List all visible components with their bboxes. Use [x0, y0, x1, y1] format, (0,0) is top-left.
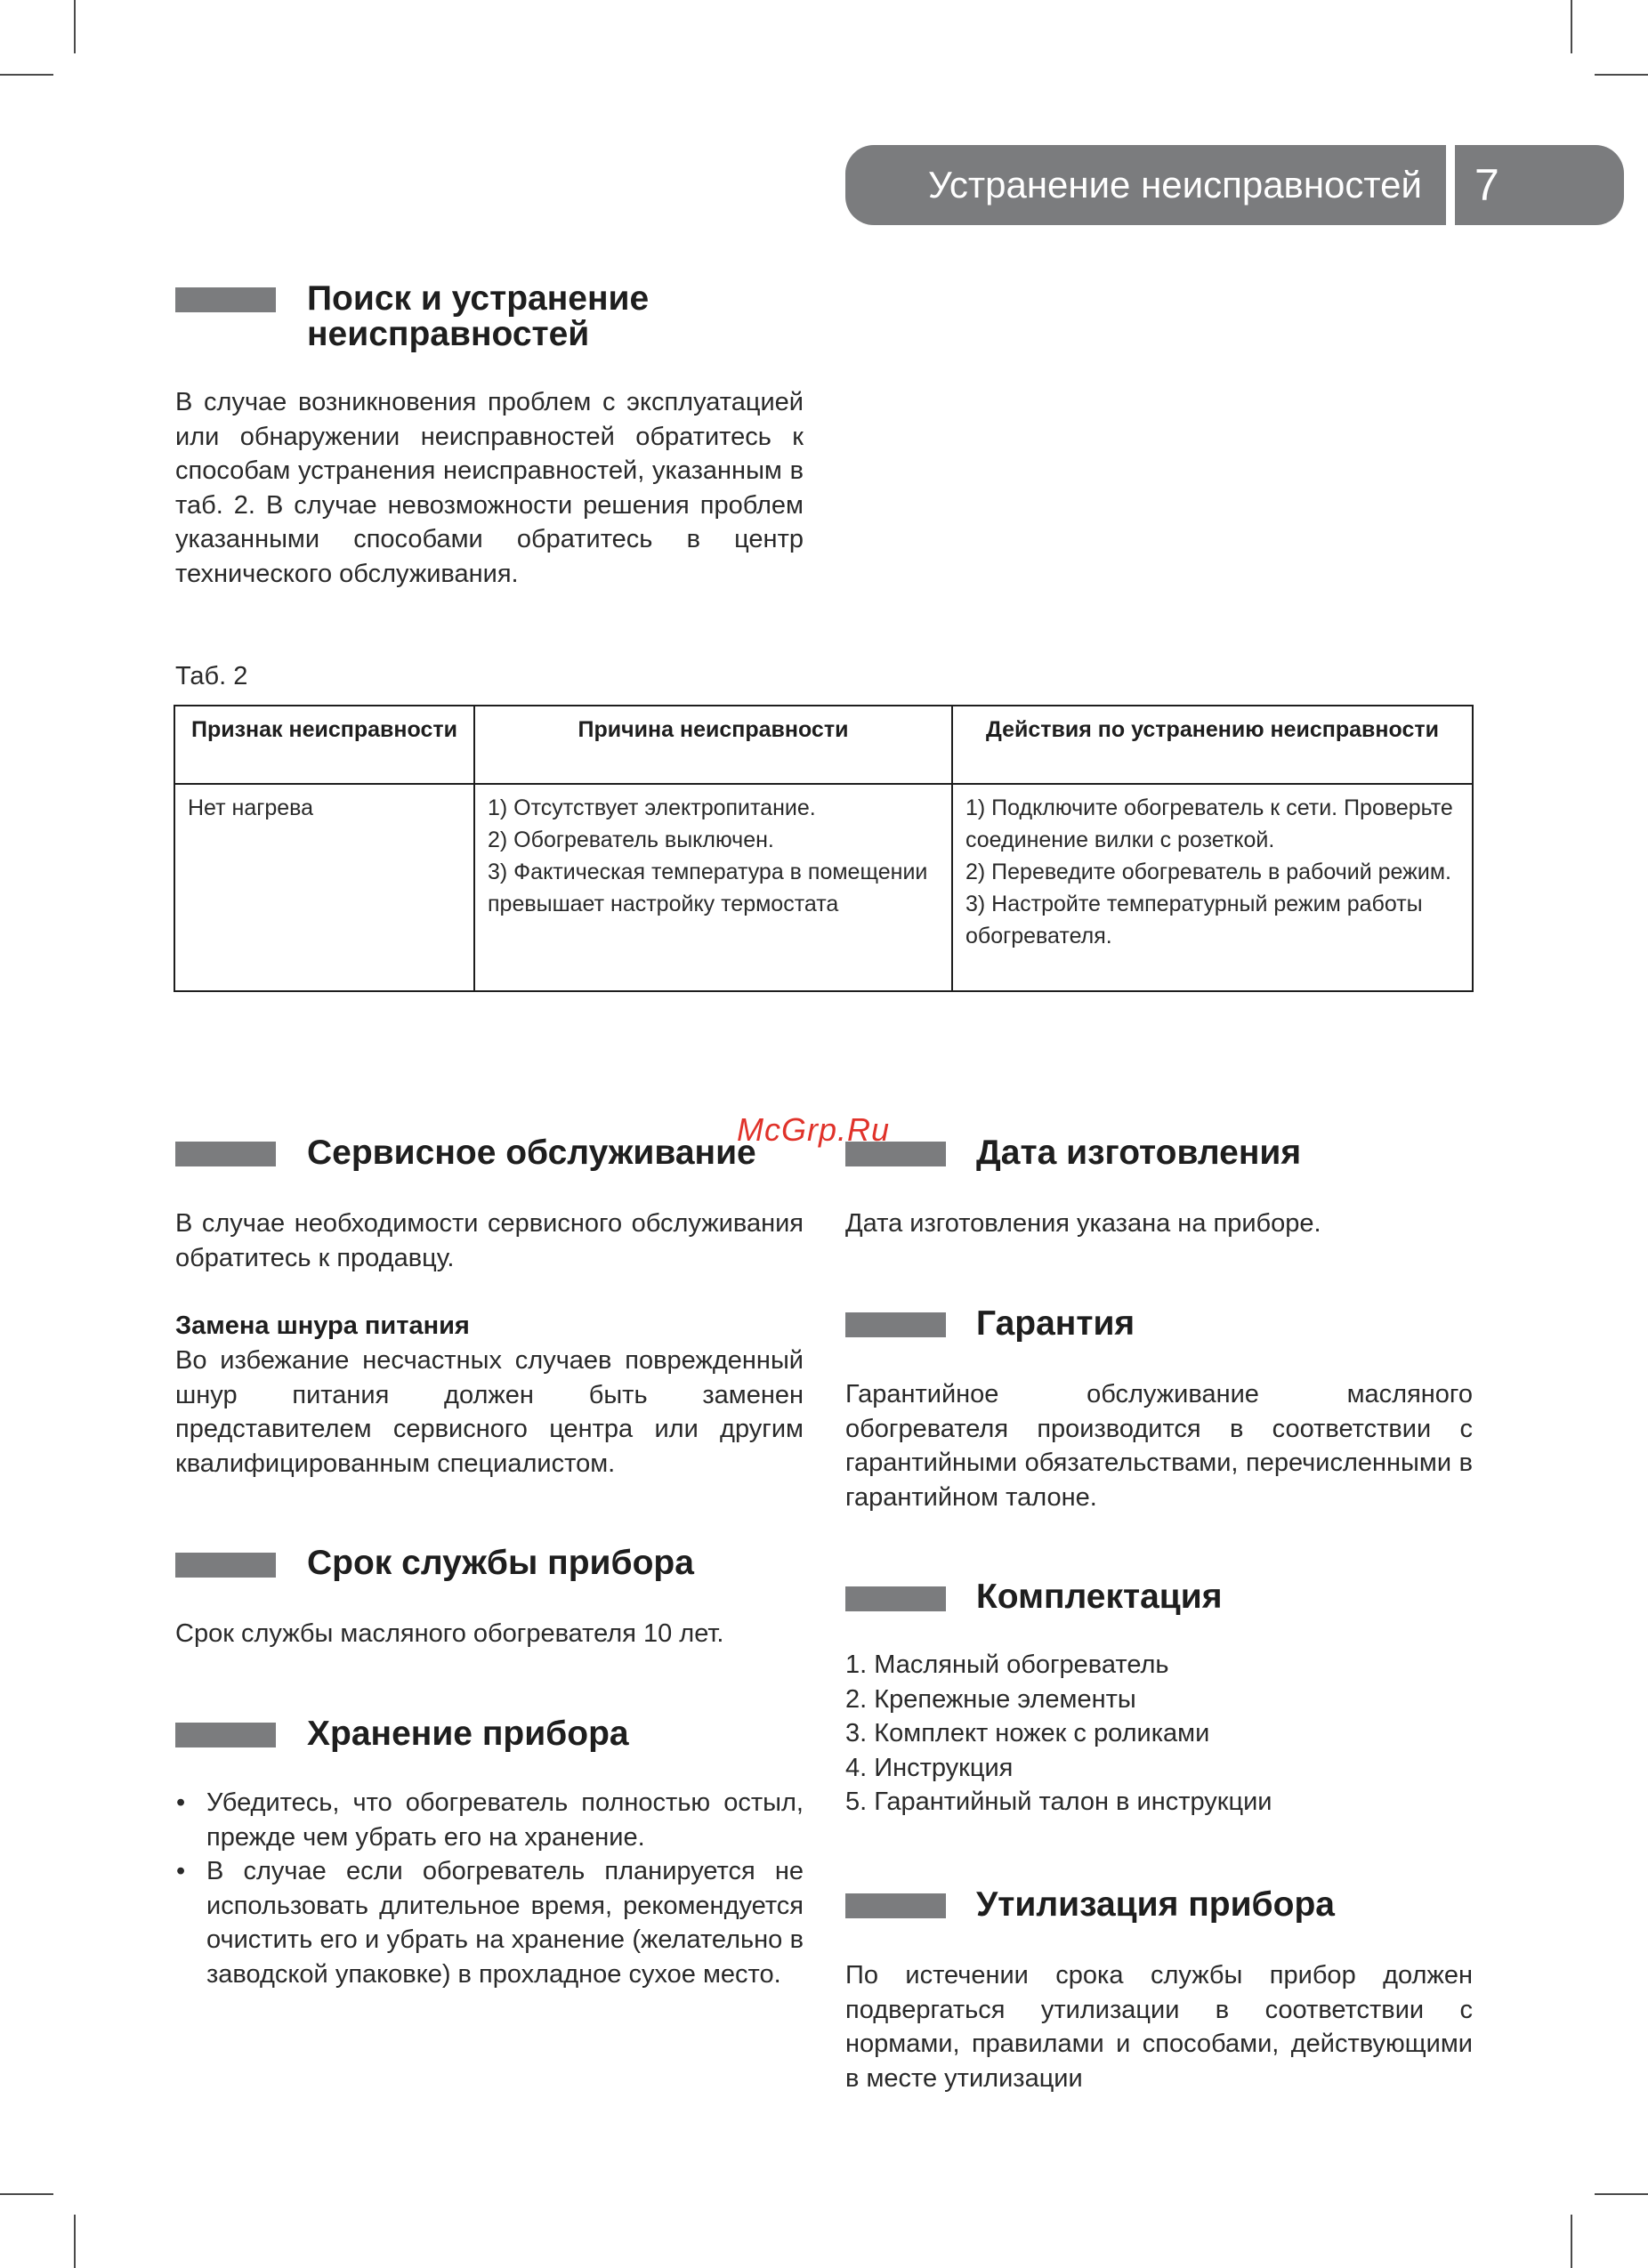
list-item: 4. Инструкция: [845, 1753, 1014, 1782]
warranty-title: Гарантия: [976, 1304, 1135, 1343]
action-item: 3) Настройте температурный режим работы обогревателя.: [965, 892, 1423, 948]
package-title: Комплектация: [976, 1578, 1223, 1616]
crop-mark: [74, 2215, 76, 2268]
crop-mark: [1595, 2193, 1648, 2195]
watermark-text: McGrp.Ru: [737, 1111, 891, 1148]
cause-item: 3) Фактическая температура в помещении превышает настройку термостата: [488, 860, 928, 916]
table-header-symptom: Признак неисправности: [174, 706, 474, 784]
table-row: [174, 784, 1473, 991]
section-bar: [845, 1893, 946, 1918]
table-cell-causes: [474, 784, 952, 991]
cause-item: 1) Отсутствует электропитание.: [488, 795, 816, 820]
list-item: • Убедитесь, что обогреватель полностью остыл, прежде чем убрать его на хранение.: [174, 1786, 804, 1854]
list-item: 5. Гарантийный талон в инструкции: [845, 1788, 1272, 1816]
package-list: [845, 1648, 1272, 1820]
troubleshooting-title-line1: Поиск и устранение: [307, 279, 650, 318]
manufacture-date-title: Дата изготовления: [976, 1134, 1302, 1172]
table-cell-actions: [952, 784, 1473, 991]
warranty-text: Гарантийное обслуживание масляного обогревателя производится в соответствии с гарантийными обязательствами, перечисленными в гарантийном талоне.: [845, 1380, 1473, 1512]
lifetime-text: Срок службы масляного обогревателя 10 лет.: [175, 1619, 724, 1648]
table-header-action: Действия по устранению неисправности: [952, 706, 1473, 784]
lifetime-title: Срок службы прибора: [307, 1544, 694, 1582]
action-item: 1) Подключите обогреватель к сети. Проверьте соединение вилки с розеткой.: [965, 795, 1453, 852]
troubleshooting-title: [307, 281, 649, 352]
troubleshooting-table: [174, 705, 1474, 992]
crop-mark: [74, 0, 76, 53]
storage-list: [174, 1786, 804, 1991]
list-item: • В случае если обогреватель планируется не использовать длительное время, рекомендуется очистить его и убрать на хранение (желательно в заводской упаковке) в прохладное сухое место.: [174, 1854, 804, 1991]
crop-mark: [1595, 74, 1648, 76]
section-bar: [175, 1723, 276, 1747]
action-item: 2) Переведите обогреватель в рабочий режим.: [965, 860, 1451, 884]
header-section-title: Устранение неисправностей: [845, 145, 1446, 225]
crop-mark: [0, 74, 53, 76]
section-bar: [845, 1586, 946, 1611]
disposal-text: По истечении срока службы прибор должен подвергаться утилизации в соответствии с нормами, правилами и способами, действующими в месте утилизации: [845, 1961, 1473, 2093]
crop-mark: [1571, 2215, 1572, 2268]
service-text: В случае необходимости сервисного обслуживания обратитесь к продавцу.: [175, 1209, 804, 1272]
cause-item: 2) Обогреватель выключен.: [488, 827, 774, 852]
section-bar: [845, 1312, 946, 1337]
section-bar: [175, 1142, 276, 1166]
section-bar: [175, 287, 276, 312]
cord-subtitle: Замена шнура питания: [175, 1312, 470, 1340]
list-item: 3. Комплект ножек с роликами: [845, 1719, 1210, 1747]
storage-title: Хранение прибора: [307, 1715, 629, 1753]
service-title: Сервисное обслуживание: [307, 1134, 756, 1172]
table-header-cause: Причина неисправности: [474, 706, 952, 784]
troubleshooting-title-line2: неисправностей: [307, 315, 590, 353]
table-caption: Таб. 2: [175, 662, 248, 690]
section-bar: [175, 1553, 276, 1578]
manufacture-date-text: Дата изготовления указана на приборе.: [845, 1209, 1321, 1238]
crop-mark: [1571, 0, 1572, 53]
page-number: 7: [1455, 145, 1624, 225]
cord-text: Во избежание несчастных случаев поврежденный шнур питания должен быть заменен представителем сервисного центра или другим квалифицированным специалистом.: [175, 1346, 804, 1478]
disposal-title: Утилизация прибора: [976, 1885, 1335, 1924]
table-cell-symptom: Нет нагрева: [174, 784, 474, 991]
troubleshooting-intro: В случае возникновения проблем с эксплуатацией или обнаружении неисправностей обратитесь к способам устранения неисправностей, указанным в таб. 2. В случае невозможности решения проблем указанными способами обратитесь в центр технического обслуживания.: [175, 388, 804, 588]
crop-mark: [0, 2193, 53, 2195]
list-item: 2. Крепежные элементы: [845, 1684, 1136, 1714]
table-header-row: [174, 706, 1473, 784]
list-item: 1. Масляный обогреватель: [845, 1651, 1169, 1679]
